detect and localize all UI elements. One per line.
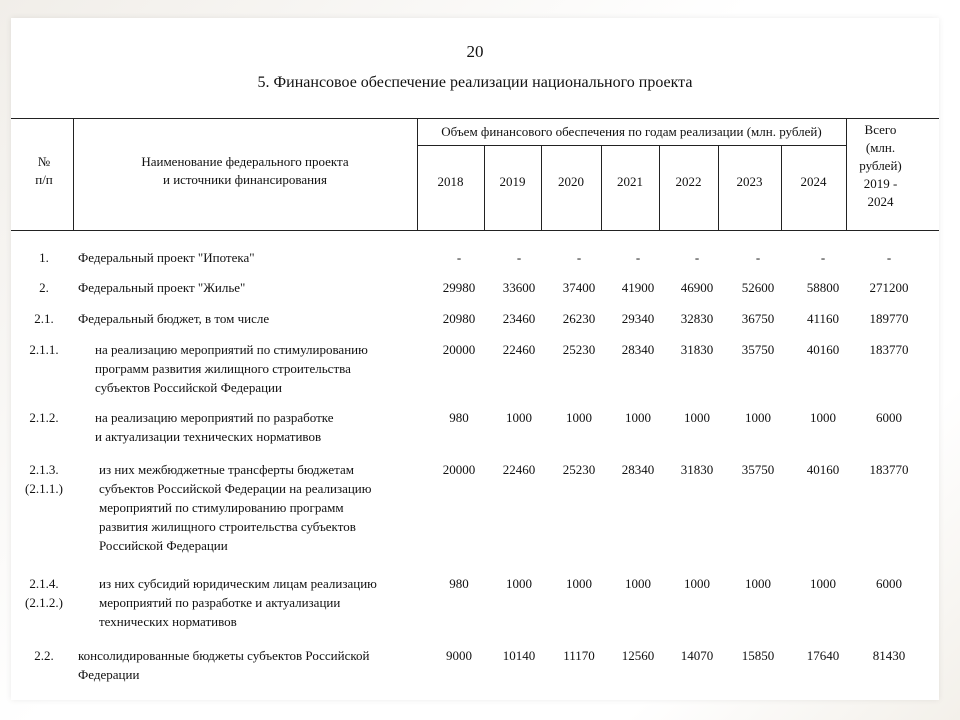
name-column-header: Наименование федерального проекта — [141, 154, 349, 169]
number-column-header: № — [37, 154, 51, 169]
row-value: - — [820, 250, 826, 265]
row-label: на реализацию мероприятий по разработке — [95, 410, 334, 425]
row-value: 1000 — [566, 410, 592, 425]
row-value: 29340 — [621, 311, 655, 326]
header-bottom-border — [11, 230, 939, 231]
row-label: развития жилищного строительства субъектов — [99, 519, 356, 534]
row-value: - — [576, 250, 582, 265]
row-value: - — [516, 250, 522, 265]
row-value: 1000 — [684, 576, 710, 591]
total-column-header: Всего — [864, 122, 897, 137]
row-value: 1000 — [625, 576, 651, 591]
row-value: 17640 — [806, 648, 840, 663]
row-total-value: 6000 — [876, 410, 902, 425]
row-label: Федеральный проект "Ипотека" — [78, 250, 255, 265]
row-total-value: 81430 — [872, 648, 906, 663]
row-value: 11170 — [563, 648, 595, 663]
row-value: 31830 — [680, 462, 714, 477]
row-label: технических нормативов — [99, 614, 237, 629]
row-total-value: 271200 — [869, 280, 909, 295]
row-number: 2.2. — [34, 648, 54, 663]
row-number: 1. — [39, 250, 49, 265]
year-header: 2020 — [558, 174, 584, 189]
row-value: 35750 — [741, 462, 775, 477]
row-number: 2.1.1. — [29, 342, 59, 357]
row-value: 41900 — [621, 280, 655, 295]
number-column-header: п/п — [35, 172, 53, 187]
row-label: субъектов Российской Федерации на реализацию — [99, 481, 372, 496]
total-column-header: 2019 - — [863, 176, 898, 191]
row-value: 25230 — [562, 462, 596, 477]
years-group-header: Объем финансового обеспечения по годам реализации (млн. рублей) — [441, 124, 822, 139]
row-label: субъектов Российской Федерации — [95, 380, 282, 395]
year-header: 2018 — [437, 174, 464, 189]
row-number: (2.1.1.) — [25, 481, 63, 496]
row-number: 2.1.3. — [29, 462, 59, 477]
row-value: 37400 — [562, 280, 596, 295]
row-label: консолидированные бюджеты субъектов Российской — [78, 648, 370, 663]
row-number: 2.1.2. — [29, 410, 59, 425]
row-label: на реализацию мероприятий по стимулированию — [95, 342, 368, 357]
row-value: 33600 — [502, 280, 536, 295]
year-header: 2023 — [736, 174, 763, 189]
row-value: 15850 — [741, 648, 775, 663]
total-column-header: рублей) — [859, 158, 902, 173]
row-value: - — [755, 250, 761, 265]
row-value: 1000 — [745, 410, 771, 425]
row-value: 12560 — [621, 648, 655, 663]
row-number: (2.1.2.) — [25, 595, 63, 610]
row-value: 31830 — [680, 342, 714, 357]
row-label: мероприятий по разработке и актуализации — [99, 595, 341, 610]
row-value: 58800 — [806, 280, 840, 295]
table-top-border — [11, 118, 939, 119]
row-label: мероприятий по стимулированию программ — [99, 500, 344, 515]
row-label: из них межбюджетные трансферты бюджетам — [99, 462, 354, 477]
row-total-value: 183770 — [869, 462, 909, 477]
row-total-value: - — [886, 250, 892, 265]
row-value: 1000 — [506, 410, 532, 425]
row-label: Федеральный бюджет, в том числе — [78, 311, 270, 326]
row-value: - — [635, 250, 641, 265]
row-number: 2.1. — [34, 311, 54, 326]
year-header: 2024 — [800, 174, 827, 189]
row-value: 28340 — [621, 462, 655, 477]
document-page — [11, 18, 939, 700]
row-value: 1000 — [684, 410, 710, 425]
section-title: 5. Финансовое обеспечение реализации национального проекта — [257, 74, 693, 91]
row-value: 10140 — [502, 648, 536, 663]
row-value: 1000 — [506, 576, 532, 591]
row-total-value: 183770 — [869, 342, 909, 357]
row-value: 20980 — [442, 311, 476, 326]
row-number: 2. — [39, 280, 49, 295]
row-value: 41160 — [806, 311, 840, 326]
year-header: 2021 — [617, 174, 643, 189]
row-total-value: 189770 — [869, 311, 909, 326]
row-label: Федеральный проект "Жилье" — [78, 280, 246, 295]
row-value: 980 — [449, 576, 469, 591]
row-value: 25230 — [562, 342, 596, 357]
row-value: 20000 — [442, 462, 476, 477]
row-value: 32830 — [680, 311, 714, 326]
row-value: 23460 — [502, 311, 536, 326]
row-value: 1000 — [625, 410, 651, 425]
row-value: 14070 — [680, 648, 714, 663]
row-value: 40160 — [806, 342, 840, 357]
row-number: 2.1.4. — [29, 576, 59, 591]
year-header: 2022 — [675, 174, 702, 189]
page-number: 20 — [466, 42, 484, 61]
row-value: 1000 — [810, 576, 836, 591]
row-value: 1000 — [745, 576, 771, 591]
row-value: 36750 — [741, 311, 775, 326]
row-value: 26230 — [562, 311, 596, 326]
row-label: Федерации — [78, 667, 140, 682]
row-value: 29980 — [442, 280, 476, 295]
year-header: 2019 — [499, 174, 526, 189]
total-column-header: 2024 — [867, 194, 894, 209]
row-label: и актуализации технических нормативов — [95, 429, 322, 444]
row-label: из них субсидий юридическим лицам реализацию — [99, 576, 377, 591]
row-value: 28340 — [621, 342, 655, 357]
row-value: 1000 — [810, 410, 836, 425]
row-value: 40160 — [806, 462, 840, 477]
row-label: программ развития жилищного строительства — [95, 361, 351, 376]
name-column-header: и источники финансирования — [162, 172, 327, 187]
row-value: 46900 — [680, 280, 714, 295]
row-value: 52600 — [741, 280, 775, 295]
row-value: 22460 — [502, 342, 536, 357]
row-value: 9000 — [446, 648, 472, 663]
row-value: 1000 — [566, 576, 592, 591]
row-value: - — [694, 250, 700, 265]
row-value: 22460 — [502, 462, 536, 477]
row-value: 20000 — [442, 342, 476, 357]
row-value: 980 — [449, 410, 469, 425]
row-value: 35750 — [741, 342, 775, 357]
row-value: - — [456, 250, 462, 265]
total-column-header: (млн. — [865, 140, 896, 155]
row-label: Российской Федерации — [99, 538, 228, 553]
row-total-value: 6000 — [876, 576, 902, 591]
